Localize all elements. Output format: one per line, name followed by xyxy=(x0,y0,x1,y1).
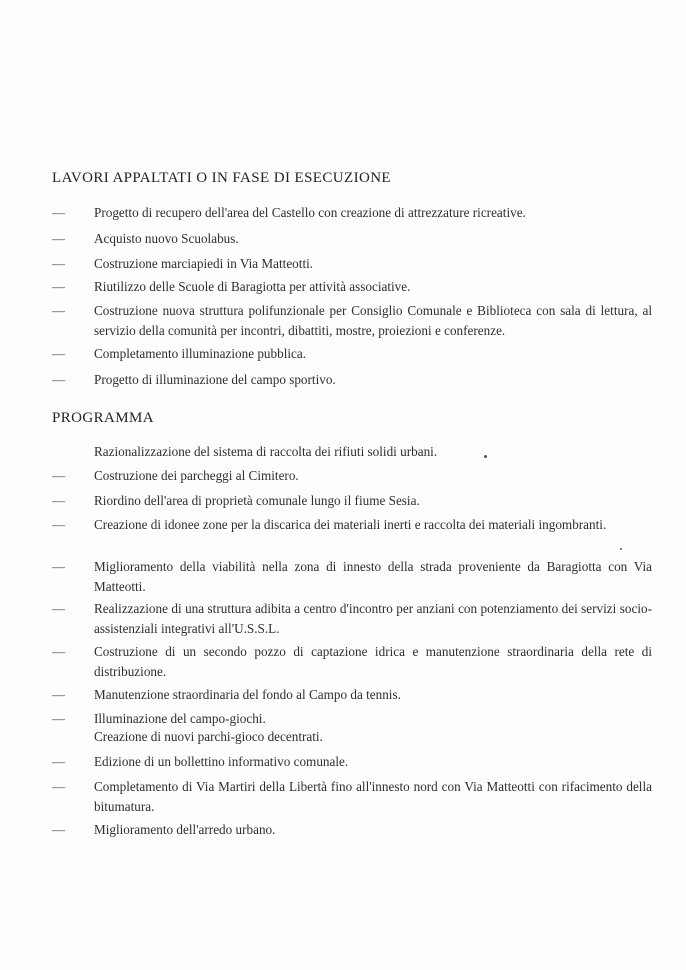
list-item-text: Miglioramento dell'arredo urbano. xyxy=(94,822,276,837)
list-item xyxy=(52,301,652,341)
list-item-text: Completamento di Via Martiri della Libertà fino all'innesto nord con Via Matteotti con rifacimento della bitumatura. xyxy=(94,779,652,814)
list-item-text: Illuminazione del campo-giochi. xyxy=(94,711,266,726)
list-item-text: Costruzione dei parcheggi al Cimitero. xyxy=(94,468,299,483)
ink-speck xyxy=(620,548,622,550)
list-item-text: Creazione di idonee zone per la discarica dei materiali inerti e raccolta dei materiali ingombranti. xyxy=(94,517,607,532)
list-dash: — xyxy=(52,256,65,271)
list-item xyxy=(52,466,652,486)
list-item-text: Costruzione nuova struttura polifunzionale per Consiglio Comunale e Biblioteca con sala di lettura, al servizio della comunità per incontri, dibattiti, mostre, proiezioni e conferenze. xyxy=(94,303,652,338)
list-dash: — xyxy=(52,493,65,508)
list-dash: — xyxy=(52,372,65,387)
list-item-text: Creazione di nuovi parchi-gioco decentrati. xyxy=(94,729,323,744)
list-item-text: Razionalizzazione del sistema di raccolta dei rifiuti solidi urbani. xyxy=(94,444,438,459)
list-item xyxy=(52,820,652,840)
list-dash: — xyxy=(52,559,65,574)
list-item-text: Progetto di illuminazione del campo sportivo. xyxy=(94,372,336,387)
list-dash: — xyxy=(52,279,65,294)
list-item xyxy=(52,752,652,772)
list-item-text: Progetto di recupero dell'area del Castello con creazione di attrezzature ricreative. xyxy=(94,205,526,220)
list-dash: — xyxy=(52,822,65,837)
list-dash: — xyxy=(52,346,65,361)
list-dash: — xyxy=(52,468,65,483)
list-item xyxy=(52,254,652,274)
list-item-text: Miglioramento della viabilità nella zona di innesto della strada proveniente da Baragiotta con Via Matteotti. xyxy=(94,559,652,594)
list-item xyxy=(52,515,652,535)
list-item-text: Acquisto nuovo Scuolabus. xyxy=(94,231,239,246)
list-item xyxy=(52,344,652,364)
list-item xyxy=(52,642,652,682)
list-dash: — xyxy=(52,644,65,659)
list-item xyxy=(52,277,652,297)
list-item-text: Costruzione marciapiedi in Via Matteotti. xyxy=(94,256,314,271)
list-item xyxy=(52,777,652,817)
list-item xyxy=(52,727,652,747)
list-item-text: Riordino dell'area di proprietà comunale lungo il fiume Sesia. xyxy=(94,493,420,508)
list-item xyxy=(52,599,652,639)
ink-speck xyxy=(484,455,487,458)
list-item xyxy=(52,709,652,729)
list-dash: — xyxy=(52,303,65,318)
list-item xyxy=(52,229,652,249)
list-dash: — xyxy=(52,517,65,532)
list-dash: — xyxy=(52,687,65,702)
list-item xyxy=(52,370,652,390)
list-item-text: Riutilizzo delle Scuole di Baragiotta per attività associative. xyxy=(94,279,411,294)
section-heading-programma: PROGRAMMA xyxy=(52,410,154,426)
list-dash: — xyxy=(52,779,65,794)
list-item xyxy=(52,442,652,462)
list-item-text: Edizione di un bollettino informativo comunale. xyxy=(94,754,349,769)
section-heading-lavori: LAVORI APPALTATI O IN FASE DI ESECUZIONE xyxy=(52,170,391,186)
list-dash: — xyxy=(52,231,65,246)
list-item-text: Costruzione di un secondo pozzo di captazione idrica e manutenzione straordinaria della rete di distribuzione. xyxy=(94,644,652,679)
list-item xyxy=(52,557,652,597)
list-item-text: Manutenzione straordinaria del fondo al Campo da tennis. xyxy=(94,687,401,702)
list-item xyxy=(52,685,652,705)
list-item-text: Realizzazione di una struttura adibita a centro d'incontro per anziani con potenziamento dei servizi socio-assistenziali integrativi all'U.S.S.L. xyxy=(94,601,652,636)
list-dash: — xyxy=(52,754,65,769)
list-dash: — xyxy=(52,601,65,616)
list-item xyxy=(52,491,652,511)
list-dash: — xyxy=(52,205,65,220)
list-item-text: Completamento illuminazione pubblica. xyxy=(94,346,307,361)
list-item xyxy=(52,203,652,223)
list-dash: — xyxy=(52,711,65,726)
